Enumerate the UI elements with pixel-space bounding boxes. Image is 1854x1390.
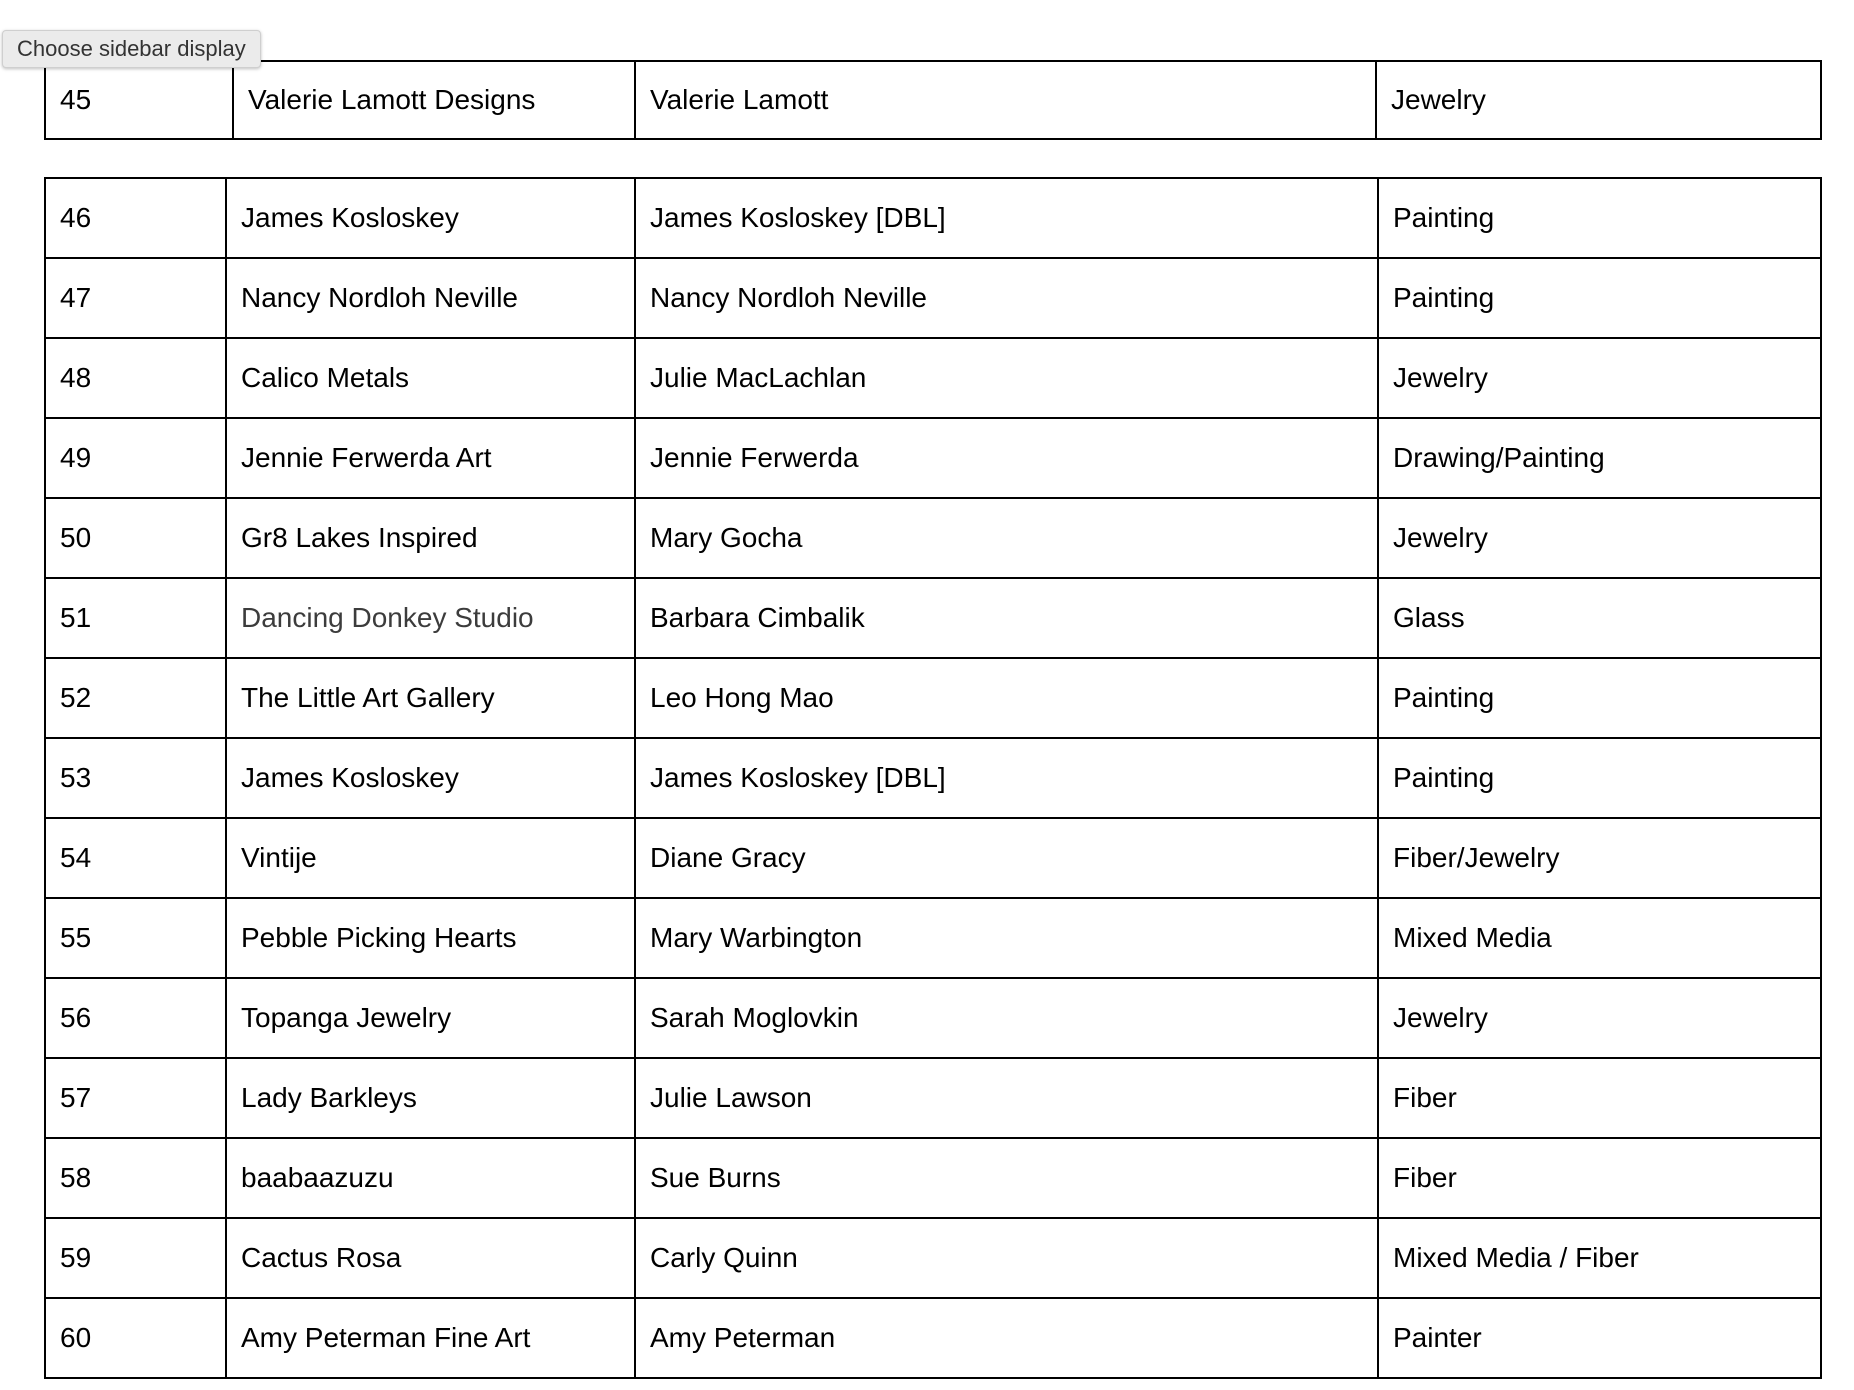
table-row <box>45 418 1821 498</box>
business-name-cell: Calico Metals <box>226 338 635 418</box>
medium-cell: Jewelry <box>1378 978 1821 1058</box>
table-row <box>45 178 1821 258</box>
table-row <box>45 258 1821 338</box>
table-row <box>45 1218 1821 1298</box>
booth-number-cell: 53 <box>45 738 226 818</box>
table-row <box>45 658 1821 738</box>
medium-cell: Painting <box>1378 738 1821 818</box>
booth-number-cell: 60 <box>45 1298 226 1378</box>
artist-name-cell: Julie Lawson <box>635 1058 1378 1138</box>
business-name-cell: Dancing Donkey Studio <box>226 578 635 658</box>
business-name-cell: Nancy Nordloh Neville <box>226 258 635 338</box>
artist-name-cell: Sue Burns <box>635 1138 1378 1218</box>
medium-cell: Painting <box>1378 658 1821 738</box>
medium-cell: Painting <box>1378 178 1821 258</box>
booth-number-cell: 56 <box>45 978 226 1058</box>
business-name-cell: James Kosloskey <box>226 738 635 818</box>
medium-cell: Fiber <box>1378 1058 1821 1138</box>
table-row <box>45 1058 1821 1138</box>
booth-number-cell: 51 <box>45 578 226 658</box>
table-row <box>45 498 1821 578</box>
medium-cell: Drawing/Painting <box>1378 418 1821 498</box>
table-row <box>45 578 1821 658</box>
booth-number-cell: 55 <box>45 898 226 978</box>
medium-cell: Mixed Media / Fiber <box>1378 1218 1821 1298</box>
booth-number-cell: 58 <box>45 1138 226 1218</box>
artist-name-cell: Julie MacLachlan <box>635 338 1378 418</box>
medium-cell: Glass <box>1378 578 1821 658</box>
artist-name-cell: Nancy Nordloh Neville <box>635 258 1378 338</box>
business-name-cell: Cactus Rosa <box>226 1218 635 1298</box>
table-row <box>45 978 1821 1058</box>
artist-name-cell: James Kosloskey [DBL] <box>635 178 1378 258</box>
booth-number-cell: 59 <box>45 1218 226 1298</box>
sidebar-display-tooltip: Choose sidebar display <box>2 30 261 68</box>
medium-cell: Fiber <box>1378 1138 1821 1218</box>
business-name-cell: Vintije <box>226 818 635 898</box>
business-name-cell: The Little Art Gallery <box>226 658 635 738</box>
business-name-cell: baabaazuzu <box>226 1138 635 1218</box>
artist-name-cell: James Kosloskey [DBL] <box>635 738 1378 818</box>
medium-cell: Painter <box>1378 1298 1821 1378</box>
booth-number-cell: 45 <box>45 61 233 139</box>
business-name-cell: Gr8 Lakes Inspired <box>226 498 635 578</box>
table-row <box>45 1138 1821 1218</box>
booth-number-cell: 52 <box>45 658 226 738</box>
business-name-cell: Pebble Picking Hearts <box>226 898 635 978</box>
booth-number-cell: 48 <box>45 338 226 418</box>
booth-number-cell: 50 <box>45 498 226 578</box>
business-name-cell: Amy Peterman Fine Art <box>226 1298 635 1378</box>
artist-name-cell: Diane Gracy <box>635 818 1378 898</box>
booth-number-cell: 49 <box>45 418 226 498</box>
business-name-cell: Valerie Lamott Designs <box>233 61 635 139</box>
table-row <box>45 61 1821 139</box>
medium-cell: Jewelry <box>1378 338 1821 418</box>
table-row <box>45 738 1821 818</box>
booth-number-cell: 57 <box>45 1058 226 1138</box>
artist-name-cell: Barbara Cimbalik <box>635 578 1378 658</box>
business-name-cell: James Kosloskey <box>226 178 635 258</box>
vendor-table-top <box>44 60 1822 140</box>
table-row <box>45 338 1821 418</box>
artist-name-cell: Amy Peterman <box>635 1298 1378 1378</box>
booth-number-cell: 46 <box>45 178 226 258</box>
artist-name-cell: Valerie Lamott <box>635 61 1376 139</box>
medium-cell: Jewelry <box>1376 61 1821 139</box>
business-name-cell: Topanga Jewelry <box>226 978 635 1058</box>
medium-cell: Fiber/Jewelry <box>1378 818 1821 898</box>
vendor-table-main <box>44 177 1822 1379</box>
medium-cell: Mixed Media <box>1378 898 1821 978</box>
booth-number-cell: 54 <box>45 818 226 898</box>
artist-name-cell: Jennie Ferwerda <box>635 418 1378 498</box>
artist-name-cell: Carly Quinn <box>635 1218 1378 1298</box>
table-row <box>45 818 1821 898</box>
table-row <box>45 898 1821 978</box>
booth-number-cell: 47 <box>45 258 226 338</box>
artist-name-cell: Mary Warbington <box>635 898 1378 978</box>
business-name-cell: Lady Barkleys <box>226 1058 635 1138</box>
business-name-cell: Jennie Ferwerda Art <box>226 418 635 498</box>
artist-name-cell: Leo Hong Mao <box>635 658 1378 738</box>
medium-cell: Jewelry <box>1378 498 1821 578</box>
artist-name-cell: Mary Gocha <box>635 498 1378 578</box>
table-row <box>45 1298 1821 1378</box>
medium-cell: Painting <box>1378 258 1821 338</box>
artist-name-cell: Sarah Moglovkin <box>635 978 1378 1058</box>
